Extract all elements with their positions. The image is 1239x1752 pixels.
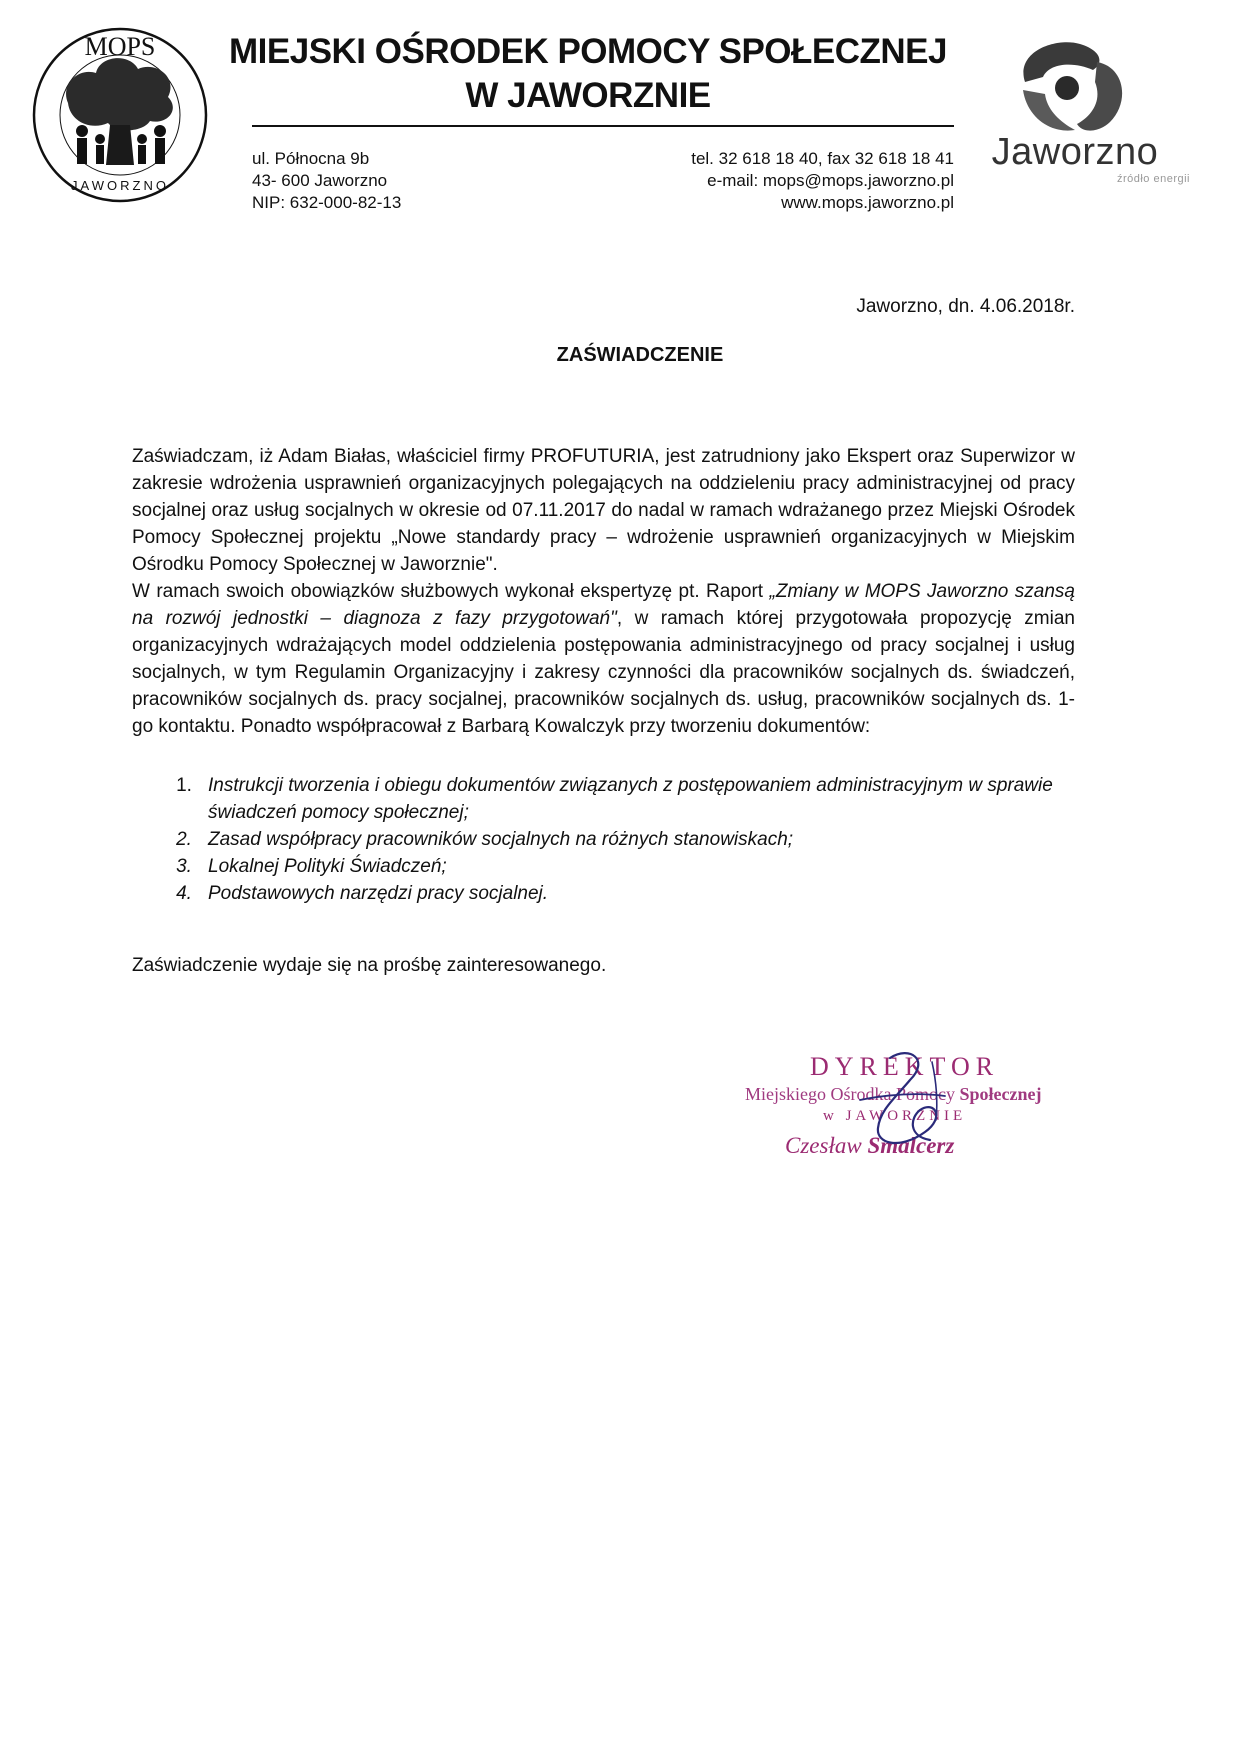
stamp-title: DYREKTOR <box>810 1052 1000 1081</box>
paragraph-2-end: , w ramach której przygotowała propozycję zmian organizacyjnych wdrażających model oddzielenia postępowania administracyjnego od pracy socjalnej i usług socjalnych, w tym Regulamin Organizacyjny i zakresy czynności dla pracowników socjalnych ds. świadczeń, pracowników socjalnych ds. pracy socjalnej, pracowników socjalnych ds. usług, pracowników socjalnych ds. 1-go kontaktu. Ponadto współpracował z Barbarą Kowalczyk przy tworzeniu dokumentów: <box>132 608 1075 737</box>
list-item <box>160 880 1075 907</box>
mops-logo-subtext: JAWORZNO <box>71 178 169 193</box>
list-item <box>160 853 1075 880</box>
address-nip: NIP: 632-000-82-13 <box>252 193 402 212</box>
header-divider <box>252 125 954 127</box>
paragraph-2-start: W ramach swoich obowiązków służbowych wykonał ekspertyzę pt. Raport <box>132 581 770 602</box>
contact-phone: tel. 32 618 18 40, fax 32 618 18 41 <box>691 149 954 168</box>
address-street: ul. Północna 9b <box>252 149 370 168</box>
contact-website: www.mops.jaworzno.pl <box>781 193 954 212</box>
organization-name-line1: MIEJSKI OŚRODEK POMOCY SPOŁECZNEJ <box>229 32 947 71</box>
jaworzno-logo-name: Jaworzno <box>991 131 1159 173</box>
stamp-name-b: Smalcerz <box>867 1133 955 1158</box>
jaworzno-logo-icon <box>1005 32 1135 140</box>
address-city: 43- 600 Jaworzno <box>252 171 388 190</box>
handwritten-signature <box>760 1040 1000 1160</box>
mops-logo-text: MOPS <box>84 32 156 61</box>
list-item-number: 3. <box>176 856 192 877</box>
report-title: „Zmiany w MOPS Jaworzno szansą na rozwój jednostki – diagnoza z fazy przygotowań" <box>132 581 1075 629</box>
list-item-text: Instrukcji tworzenia i obiegu dokumentów związanych z postępowaniem administracyjnym w sprawie świadczeń pomocy społecznej; <box>208 775 1053 823</box>
jaworzno-logo-tagline: źródło energii <box>1116 173 1190 185</box>
list-item-text: Podstawowych narzędzi pracy socjalnej. <box>208 883 549 904</box>
list-item <box>160 826 1075 853</box>
paragraph-1: Zaświadczam, iż Adam Białas, właściciel firmy PROFUTURIA, jest zatrudniony jako Ekspert oraz Superwizor w zakresie wdrożenia usprawnień organizacyjnych polegających na oddzieleniu pracy administracyjnej od pracy socjalnej oraz usług socjalnych w okresie od 07.11.2017 do nadal w ramach wdrażanego przez Miejski Ośrodek Pomocy Społecznej projektu „Nowe standardy pracy – wdrożenie usprawnień organizacyjnych w Miejskim Ośrodku Pomocy Społecznej w Jaworznie". <box>132 446 1075 575</box>
list-item-text: Zasad współpracy pracowników socjalnych na różnych stanowiskach; <box>208 829 794 850</box>
address-block <box>252 148 401 214</box>
document-list <box>160 772 1075 907</box>
organization-name <box>228 30 948 118</box>
document-title: ZAŚWIADCZENIE <box>556 344 724 366</box>
list-item-number: 4. <box>176 883 192 904</box>
stamp-organization-a: Miejskiego Ośrodka Pomocy <box>745 1084 960 1104</box>
organization-name-line2: W JAWORZNIE <box>465 76 711 115</box>
list-item-number: 2. <box>176 829 192 850</box>
document-body <box>132 443 1075 740</box>
list-item-text: Lokalnej Polityki Świadczeń; <box>208 856 447 877</box>
contact-email: e-mail: mops@mops.jaworzno.pl <box>707 171 954 190</box>
document-date: Jaworzno, dn. 4.06.2018r. <box>856 296 1075 317</box>
list-item-number: 1. <box>176 775 192 796</box>
contact-block <box>560 148 954 214</box>
stamp-organization-b: Społecznej <box>959 1084 1042 1104</box>
mops-logo <box>30 25 210 205</box>
closing-statement: Zaświadczenie wydaje się na prośbę zainteresowanego. <box>132 955 607 976</box>
stamp-name-a: Czesław <box>785 1133 868 1158</box>
list-item <box>160 772 1075 826</box>
paragraph-2 <box>132 578 1075 740</box>
stamp-city: w JAWORZNIE <box>823 1108 967 1124</box>
